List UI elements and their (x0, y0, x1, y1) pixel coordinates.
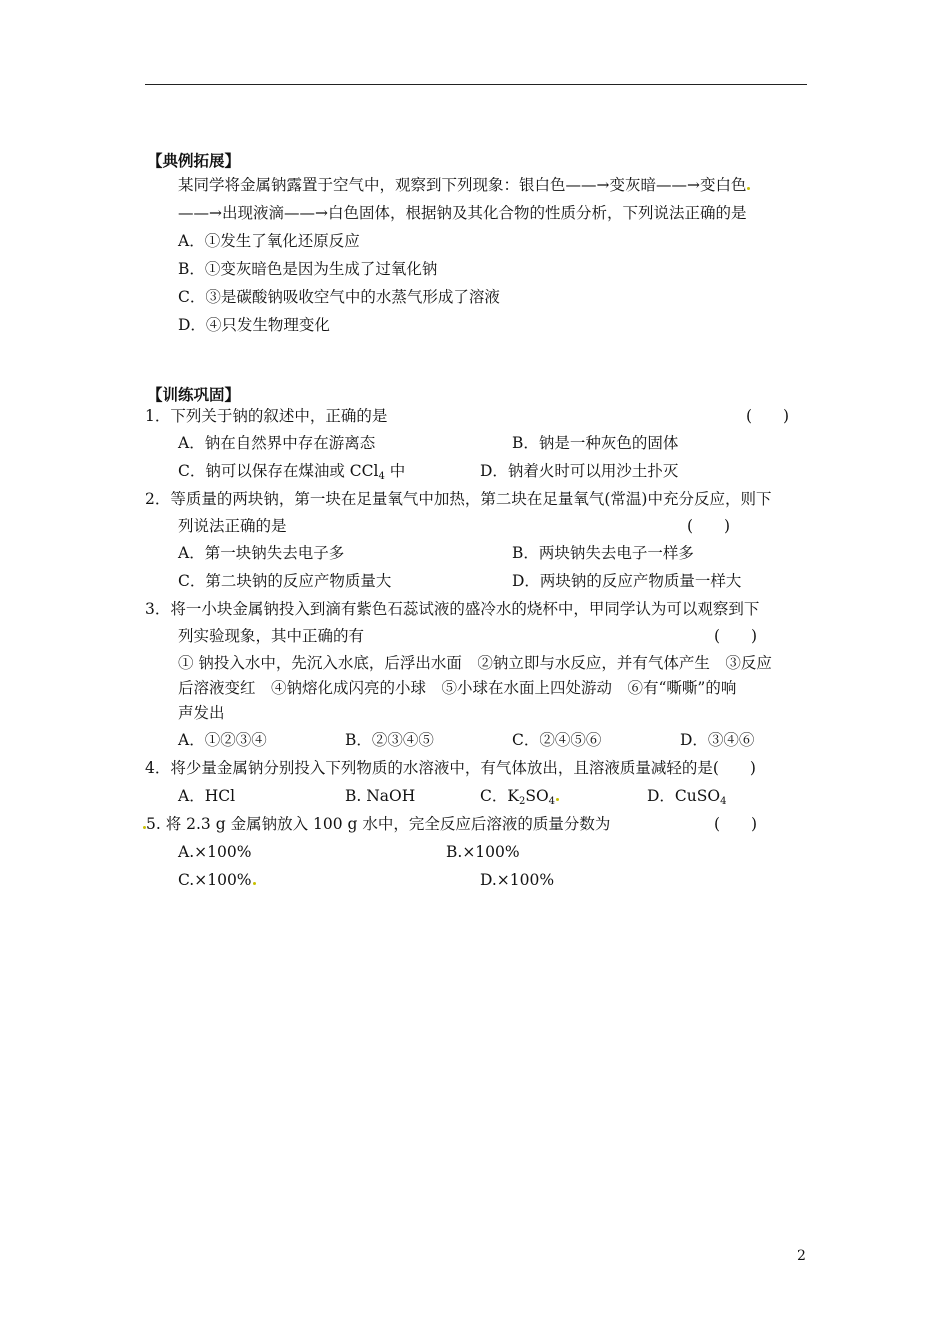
q5-stem: 5. 将 2.3 g 金属钠放入 100 g 水中，完全反应后溶液的质量分数为 (142, 813, 610, 835)
q3-option-c: C．②④⑤⑥ (512, 731, 602, 749)
q5-option-c: C.×100% (178, 869, 256, 891)
q5-answer-paren: ( ) (714, 815, 758, 833)
q2-option-b: B．两块钠失去电子一样多 (512, 544, 694, 562)
q5-option-b: B.×100% (446, 843, 520, 861)
marker-dot (747, 187, 750, 190)
q3-statement-line-2: 后溶液变红 ④钠熔化成闪亮的小球 ⑤小球在水面上四处游动 ⑥有“嘶嘶”的响 (178, 679, 737, 697)
q4-option-b: B. NaOH (345, 787, 416, 805)
q3-stem-line-2: 列实验现象，其中正确的有 (178, 627, 365, 645)
example-option-c: C．③是碳酸钠吸收空气中的水蒸气形成了溶液 (178, 288, 500, 306)
q1-stem: 1．下列关于钠的叙述中，正确的是 (145, 407, 388, 425)
practice-heading: 【训练巩固】 (147, 385, 241, 404)
q3-statement-line-3: 声发出 (178, 704, 225, 722)
q3-statement-line-1: ① 钠投入水中，先沉入水底，后浮出水面 ②钠立即与水反应，并有气体产生 ③反应 (178, 654, 772, 672)
q2-option-c: C．第二块钠的反应产物质量大 (178, 572, 392, 590)
example-heading: 【典例拓展】 (147, 151, 241, 170)
q4-stem: 4．将少量金属钠分别投入下列物质的水溶液中，有气体放出，且溶液质量减轻的是( ) (145, 759, 756, 777)
q2-option-a: A．第一块钠失去电子多 (178, 544, 345, 562)
example-stem-line-1: 某同学将金属钠露置于空气中，观察到下列现象：银白色——→变灰暗——→变白色 (178, 174, 750, 196)
q3-answer-paren: ( ) (714, 627, 758, 645)
page-number: 2 (797, 1248, 806, 1264)
q4-option-c: C．$K_2SO_4$ (480, 785, 559, 807)
q4-option-a: A．HCl (178, 787, 236, 805)
q1-option-d: D．钠着火时可以用沙土扑灭 (480, 462, 679, 480)
q4-option-d: D．CuSO$_4$ (647, 787, 727, 807)
example-option-a: A．①发生了氧化还原反应 (178, 232, 360, 250)
q2-stem-line-1: 2．等质量的两块钠，第一块在足量氧气中加热，第二块在足量氧气(常温)中充分反应，则下 (145, 490, 772, 508)
q3-option-a: A．①②③④ (178, 731, 267, 749)
q5-option-d: D.×100% (480, 871, 555, 889)
q1-option-c: C．钠可以保存在煤油或 CCl$_4$ 中 (178, 462, 406, 482)
example-option-b: B．①变灰暗色是因为生成了过氧化钠 (178, 260, 438, 278)
q2-option-d: D．两块钠的反应产物质量一样大 (512, 572, 742, 590)
q2-answer-paren: ( ) (687, 517, 731, 535)
header-rule (145, 84, 807, 85)
q3-option-d: D．③④⑥ (680, 731, 755, 749)
q1-option-a: A．钠在自然界中存在游离态 (178, 434, 376, 452)
q5-option-a: A.×100% (178, 843, 252, 861)
marker-dot (253, 882, 256, 885)
q1-option-b: B．钠是一种灰色的固体 (512, 434, 679, 452)
marker-dot (556, 798, 559, 801)
example-stem-line-2: ——→出现液滴——→白色固体，根据钠及其化合物的性质分析，下列说法正确的是 (178, 204, 747, 222)
q1-answer-paren: ( ) (746, 407, 790, 425)
q2-stem-line-2: 列说法正确的是 (178, 517, 287, 535)
q3-stem-line-1: 3．将一小块金属钠投入到滴有紫色石蕊试液的盛冷水的烧杯中，甲同学认为可以观察到下 (145, 600, 760, 618)
example-option-d: D．④只发生物理变化 (178, 316, 330, 334)
q3-option-b: B．②③④⑤ (345, 731, 434, 749)
